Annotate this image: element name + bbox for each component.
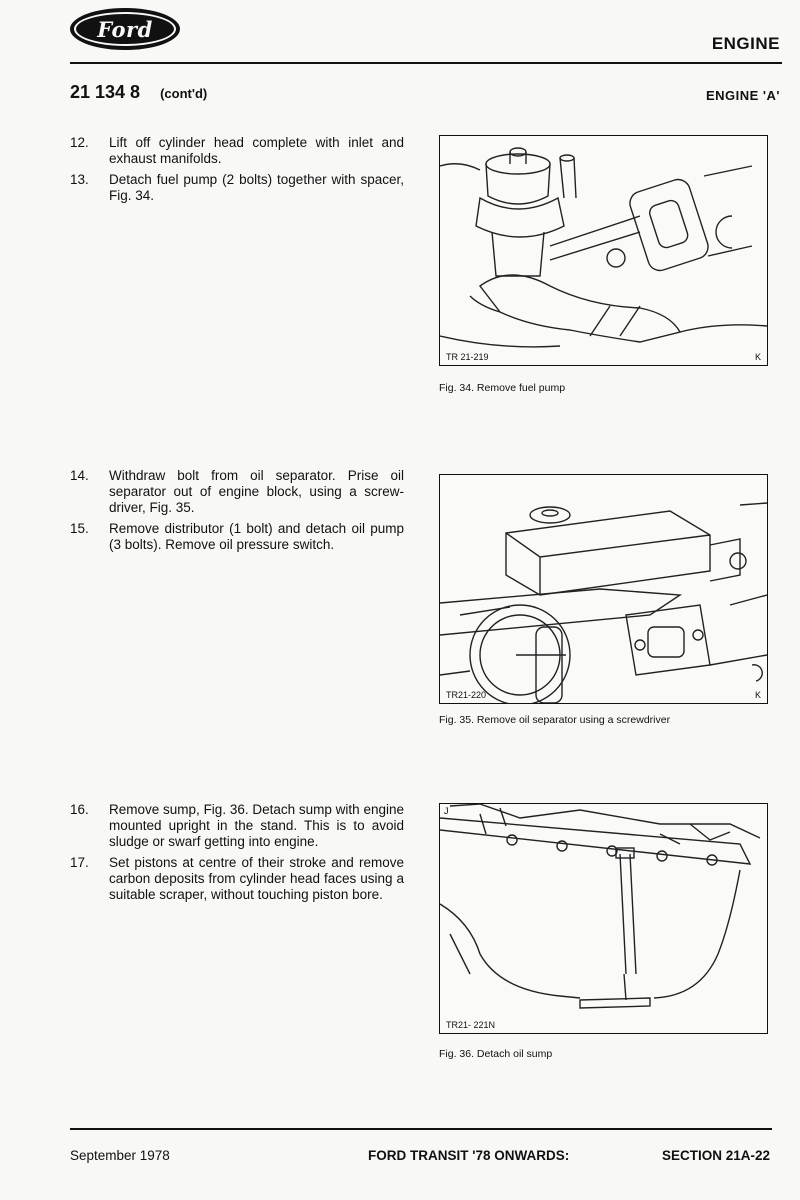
footer-section: SECTION 21A-22 [661,1148,770,1163]
figure-35-oil-separator-illustration [439,474,768,704]
figure-mark: K [754,690,761,700]
step-15 [70,521,404,553]
step-text: Set pistons at centre of their stroke and remove carbon deposits from cylinder head faces using a suitable scraper, without touching piston bore. [109,855,404,902]
figure-mark: K [754,352,761,362]
header-rule [70,62,782,64]
figure-35-caption: Fig. 35. Remove oil separator using a screwdriver [439,714,671,726]
step-number: 12. [70,135,89,150]
step-17 [70,855,404,903]
footer-title: FORD TRANSIT '78 ONWARDS: [368,1148,570,1163]
step-12 [70,135,404,167]
step-number: 15. [70,521,89,536]
ford-logo [70,8,180,50]
step-16 [70,802,404,850]
step-14 [70,468,404,516]
figure-36-caption: Fig. 36. Detach oil sump [439,1048,553,1060]
step-number: 14. [70,468,89,483]
step-text: Remove sump, Fig. 36. Detach sump with engine mounted upright in the stand. This is to avoid sludge or swarf getting into engine. [109,802,404,849]
footer-rule [70,1128,772,1130]
figure-code: TR21-220 [446,690,487,700]
step-text: Remove distributor (1 bolt) and detach oil pump (3 bolts). Remove oil pressure switch. [109,521,404,552]
step-text: Lift off cylinder head complete with inlet and exhaust manifolds. [109,135,404,166]
section-name: ENGINE [711,34,780,53]
figure-36-oil-sump-illustration [439,803,768,1034]
step-text: Withdraw bolt from oil separator. Prise oil separator out of engine block, using a screw-driver, Fig. 35. [109,468,404,515]
step-number: 17. [70,855,89,870]
step-13 [70,172,404,204]
figure-mark: J [444,806,449,816]
figure-34-fuel-pump-illustration [439,135,768,366]
figure-code: TR 21-219 [446,352,489,362]
footer-date: September 1978 [70,1148,170,1163]
step-number: 13. [70,172,89,187]
figure-34-caption: Fig. 34. Remove fuel pump [439,382,566,394]
logo-text: Ford [97,16,153,42]
step-text: Detach fuel pump (2 bolts) together with spacer, Fig. 34. [109,172,404,203]
subsection-title: ENGINE 'A' [705,88,780,103]
figure-code: TR21- 221N [446,1020,496,1030]
reference-number: 21 134 8 [70,82,141,102]
step-number: 16. [70,802,89,817]
operation-reference [70,82,207,103]
continued-label: (cont'd) [160,86,208,101]
